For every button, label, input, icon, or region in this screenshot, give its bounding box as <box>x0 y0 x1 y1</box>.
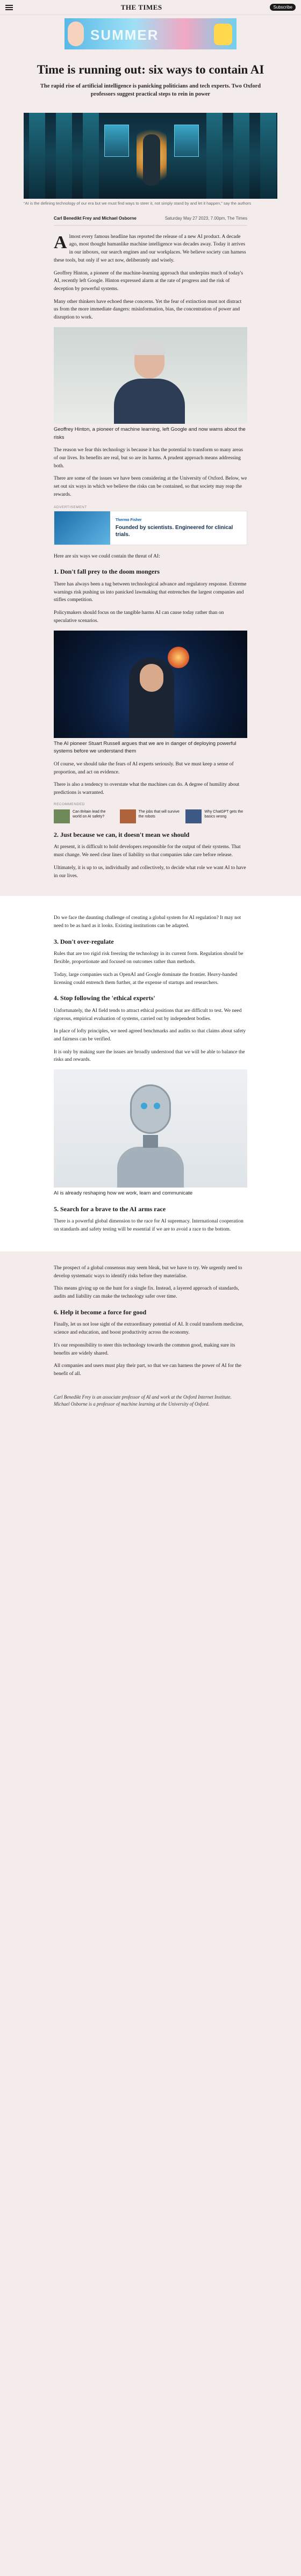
site-logo[interactable]: THE TIMES <box>120 3 162 11</box>
menu-icon[interactable] <box>5 5 13 10</box>
section-heading: 1. Don't fall prey to the doom mongers <box>54 568 160 576</box>
top-banner-ad[interactable] <box>64 18 236 49</box>
article-body <box>0 226 301 880</box>
ad-thumbnail <box>54 511 110 545</box>
body-paragraph: The prospect of a global consensus may seem bleak, but we have to try. We urgently need to develop systematic ways to identify risks before they materialise. <box>54 1265 242 1279</box>
section-paragraph: All companies and users must play their part, so that we can harness the power of AI for the benefit of all. <box>54 1363 242 1377</box>
section-paragraph: There has always been a tug between technological advance and regulatory response. Extreme warnings risk pushing us into panicked lawmaking that entrenches the largest companies and stifles competition. <box>54 581 247 603</box>
body-paragraph: There are some of the issues we have been considering at the University of Oxford. Below, we set out six ways in which we believe the risks can be contained, so that society may reap the rewards. <box>54 476 247 497</box>
ad-label: ADVERTISEMENT <box>54 505 87 509</box>
article-headline: Time is running out: six ways to contain AI <box>37 63 264 76</box>
hero-column <box>29 113 45 199</box>
recommended-title: Can Britain lead the world on AI safety? <box>73 809 106 819</box>
hero-figure <box>143 134 160 186</box>
ad-text: Founded by scientists. Engineered for clinical trials. <box>115 524 233 538</box>
recommended-thumbnail <box>120 809 136 823</box>
author-name[interactable]: Carl Benedikt Frey and Michael Osborne <box>54 215 137 221</box>
section-paragraph: Finally, let us not lose sight of the extraordinary potential of AI. It could transform medicine, science and education, and boost productivity across the economy. <box>54 1322 243 1336</box>
hero-column <box>206 113 223 199</box>
body-paragraph: The reason we fear this technology is because it has the potential to transform so many areas of our lives. Its benefits are real, but so are its harms. A prudent approach means addressing both. <box>54 447 243 469</box>
photo-face <box>140 664 163 692</box>
hero-screen <box>174 125 199 157</box>
section-heading: 4. Stop following the 'ethical experts' <box>54 994 155 1002</box>
recommended-item[interactable] <box>120 809 182 823</box>
body-paragraph: There is also a tendency to overstate what the machines can do. A degree of humility about predictions is warranted. <box>54 782 240 796</box>
recommended-item[interactable] <box>185 809 247 823</box>
section-paragraph: It's our responsibility to steer this technology towards the common good, making sure its benefits are widely shared. <box>54 1342 235 1356</box>
section-paragraph: Policymakers should focus on the tangible harms AI can cause today rather than on speculative scenarios. <box>54 610 224 624</box>
author-bio <box>0 1383 301 1441</box>
hero-column <box>83 113 99 199</box>
section-paragraph: Unfortunately, the AI field tends to attract ethical positions that are difficult to test. We need rigorous, empirical evaluation of systems, carried out by independent bodies. <box>54 1008 242 1022</box>
recommended-title: Why ChatGPT gets the basics wrong <box>204 809 243 819</box>
article-body-continued <box>0 907 301 1234</box>
portrait-hair <box>133 340 166 355</box>
portrait-caption: Geoffrey Hinton, a pioneer of machine learning, left Google and now warns about the risks <box>54 426 246 440</box>
article-body-final <box>0 1251 301 1378</box>
body-paragraph: Of course, we should take the fears of AI experts seriously. But we must keep a sense of proportion, and act on evidence. <box>54 761 234 775</box>
portrait-torso <box>114 379 185 424</box>
inline-ad[interactable] <box>54 505 247 545</box>
section-paragraph: It is only by making sure the issues are broadly understood that we will be able to balance the risks and rewards. <box>54 1049 245 1063</box>
white-paragraph: Do we face the daunting challenge of creating a global system for AI regulation? It may not need to be as hard as it looks. Existing institutions can be adapted. <box>54 915 241 929</box>
white-section <box>0 896 301 1251</box>
section-heading: 5. Search for a brave to the AI arms race <box>54 1205 166 1213</box>
recommended-item[interactable] <box>54 809 116 823</box>
publish-date: Saturday May 27 2023, 7.00pm, The Times <box>164 215 247 221</box>
section-paragraph: In place of lofty principles, we need agreed benchmarks and audits so that claims about safety and fairness can be verified. <box>54 1029 246 1042</box>
section-paragraph: Rules that are too rigid risk freezing the technology in its current form. Regulation should be flexible, proportionate and focused on outcomes rather than methods. <box>54 951 243 965</box>
section-heading: 2. Just because we can, it doesn't mean we should <box>54 830 190 838</box>
article-standfirst: The rapid rise of artificial intelligence is panicking politicians and tech experts. Two Oxford professors suggest practical steps to rein in power <box>40 83 261 98</box>
robot-chest <box>117 1147 184 1188</box>
masthead <box>0 0 301 15</box>
recommended-thumbnail <box>54 809 70 823</box>
masthead-actions <box>270 4 296 11</box>
hero-column <box>56 113 72 199</box>
hero-image <box>24 113 277 199</box>
body-paragraph: This means giving up on the hunt for a single fix. Instead, a layered approach of standards, audits and liability can make the technology safer over time. <box>54 1286 239 1300</box>
section-paragraph: Today, large companies such as OpenAI and Google dominate the frontier. Heavy-handed licensing could entrench them further, at the expense of startups and researchers. <box>54 972 238 986</box>
recommended-label: RECOMMENDED <box>54 802 85 806</box>
intro-paragraph: Geoffrey Hinton, a pioneer of the machine-learning approach that underpins much of today's AI, recently left Google. Hinton expressed alarm at the rate of progress and the risk of deception by powerful systems. <box>54 270 243 292</box>
robot-head <box>130 1084 171 1134</box>
section-paragraph: Ultimately, it is up to us, individually and collectively, to decide what role we want AI to have in our lives. <box>54 865 246 879</box>
hero-caption: “AI is the defining technology of our era but we must find ways to steer it, not simply stand by and let it happen,” say the authors <box>24 200 252 206</box>
section-heading: 6. Help it become a force for good <box>54 1308 147 1316</box>
russell-photo <box>54 631 247 738</box>
portrait-photo <box>54 327 247 424</box>
banner-word: SUMMER <box>90 27 159 43</box>
author-bio-text: Carl Benedikt Frey is an associate professor of AI and work at the Oxford Internet Institute. Michael Osborne is a professor of machine learning at the University of Oxford. <box>54 1394 232 1407</box>
ad-brand: Thermo Fisher <box>115 518 142 522</box>
robot-caption: AI is already reshaping how we work, learn and communicate <box>54 1190 193 1197</box>
robot-photo <box>54 1069 247 1188</box>
hero-screen <box>104 125 129 157</box>
recommended-block <box>54 802 247 823</box>
hero-column <box>233 113 249 199</box>
subscribe-button[interactable]: Subscribe <box>270 4 296 11</box>
banner-product <box>214 24 232 45</box>
section-intro: Here are six ways we could contain the threat of AI: <box>54 553 160 559</box>
headline-block <box>0 49 301 104</box>
robot-neck <box>143 1135 158 1148</box>
recommended-thumbnail <box>185 809 202 823</box>
section-paragraph: There is a powerful global dimension to the race for AI supremacy. International cooperation on standards and safety testing will be essential if we are to avoid a race to the bottom. <box>54 1219 243 1233</box>
intro-paragraph: Many other thinkers have echoed these concerns. Yet the fear of extinction must not distract us from the more immediate dangers: misinformation, bias, the concentration of power and disruption to work. <box>54 299 242 321</box>
banner-figure <box>68 21 84 46</box>
ad-box[interactable] <box>54 511 247 545</box>
recommended-title: The jobs that will survive the robots <box>138 809 180 819</box>
section-heading: 3. Don't over-regulate <box>54 937 114 945</box>
byline <box>54 216 247 226</box>
hero-column <box>260 113 276 199</box>
russell-caption: The AI pioneer Stuart Russell argues that we are in danger of deploying powerful systems before we understand them <box>54 740 236 755</box>
section-paragraph: At present, it is difficult to hold developers responsible for the output of their systems. That must change. We need clear lines of liability so that companies take care before release. <box>54 844 241 858</box>
recommended-row <box>54 809 247 823</box>
photo-orb <box>168 647 189 668</box>
intro-paragraph: Almost every famous headline has reported the release of a new AI product. A decade ago, most thought humanlike machine intelligence was decades away. Today it arrives in our inboxes, our search engines and our workplaces. We believe society can harness these tools, but only if we act now, deliberately and wisely. <box>54 232 246 263</box>
ad-text-block <box>110 518 247 538</box>
